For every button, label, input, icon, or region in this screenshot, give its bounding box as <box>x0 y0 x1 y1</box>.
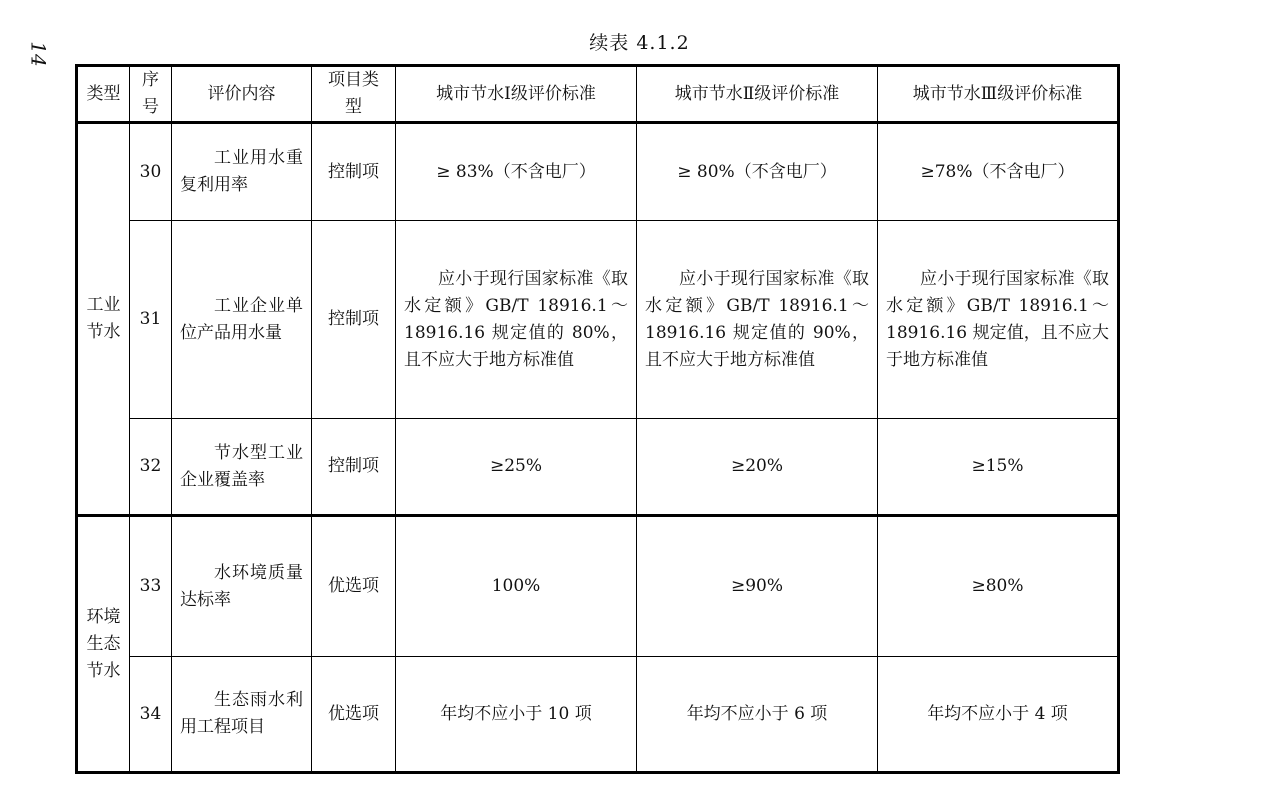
type-cell: 控制项 <box>312 419 396 516</box>
header-category: 类型 <box>77 66 130 123</box>
type-cell: 优选项 <box>312 657 396 773</box>
item-cell: 节水型工业企业覆盖率 <box>172 419 312 516</box>
page-number: 14 <box>26 41 51 67</box>
evaluation-standard-table <box>75 64 1120 774</box>
level1-cell: 100% <box>396 516 637 657</box>
table-row <box>77 221 1119 419</box>
level2-cell: ≥90% <box>637 516 878 657</box>
header-level2: 城市节水Ⅱ级评价标准 <box>637 66 878 123</box>
category-cell: 环境 生态 节水 <box>77 516 130 773</box>
type-cell: 控制项 <box>312 221 396 419</box>
table-row <box>77 516 1119 657</box>
type-cell: 控制项 <box>312 123 396 221</box>
level2-cell: ≥20% <box>637 419 878 516</box>
table-row <box>77 419 1119 516</box>
level3-cell: ≥15% <box>878 419 1119 516</box>
header-item: 评价内容 <box>172 66 312 123</box>
level2-cell: ≥ 80%（不含电厂） <box>637 123 878 221</box>
header-row <box>77 66 1119 123</box>
level3-cell: 应小于现行国家标准《取水定额》GB/T 18916.1～18916.16 规定值，且不应大于地方标准值 <box>878 221 1119 419</box>
level3-cell: ≥78%（不含电厂） <box>878 123 1119 221</box>
level2-cell: 应小于现行国家标准《取水定额》GB/T 18916.1～18916.16 规定值的 90%，且不应大于地方标准值 <box>637 221 878 419</box>
table-row <box>77 123 1119 221</box>
level1-cell: 年均不应小于 10 项 <box>396 657 637 773</box>
level1-cell: ≥ 83%（不含电厂） <box>396 123 637 221</box>
item-cell: 工业用水重复利用率 <box>172 123 312 221</box>
level1-cell: 应小于现行国家标准《取水定额》GB/T 18916.1～18916.16 规定值的 80%，且不应大于地方标准值 <box>396 221 637 419</box>
table-caption: 续表 4.1.2 <box>589 32 690 54</box>
row-number: 34 <box>130 657 172 773</box>
level1-cell: ≥25% <box>396 419 637 516</box>
item-cell: 工业企业单位产品用水量 <box>172 221 312 419</box>
category-cell: 工业 节水 <box>77 123 130 516</box>
header-level1: 城市节水Ⅰ级评价标准 <box>396 66 637 123</box>
level3-cell: 年均不应小于 4 项 <box>878 657 1119 773</box>
level3-cell: ≥80% <box>878 516 1119 657</box>
item-cell: 水环境质量达标率 <box>172 516 312 657</box>
row-number: 33 <box>130 516 172 657</box>
row-number: 32 <box>130 419 172 516</box>
level2-cell: 年均不应小于 6 项 <box>637 657 878 773</box>
item-cell: 生态雨水利用工程项目 <box>172 657 312 773</box>
header-type: 项目类型 <box>312 66 396 123</box>
row-number: 31 <box>130 221 172 419</box>
row-number: 30 <box>130 123 172 221</box>
table-row <box>77 657 1119 773</box>
header-number: 序号 <box>130 66 172 123</box>
header-level3: 城市节水Ⅲ级评价标准 <box>878 66 1119 123</box>
type-cell: 优选项 <box>312 516 396 657</box>
